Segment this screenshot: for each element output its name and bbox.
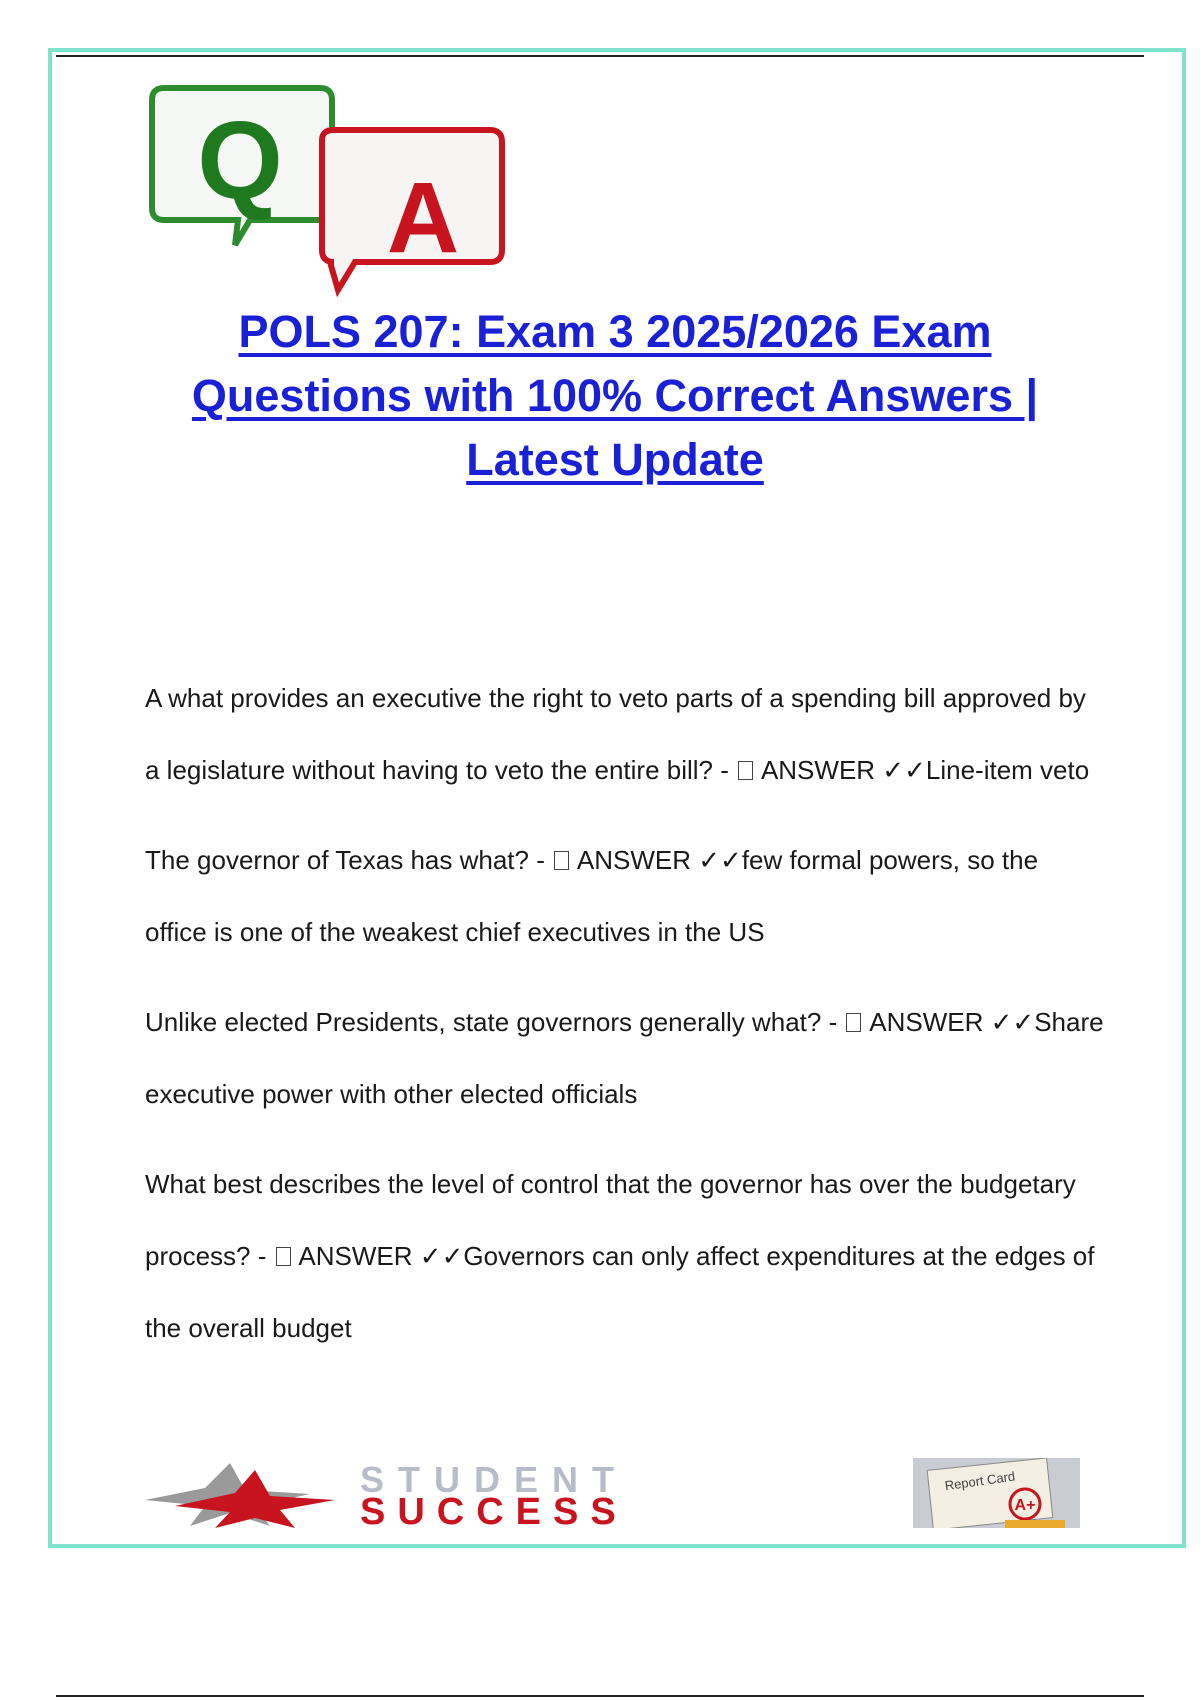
bottom-rule [56, 1695, 1144, 1697]
qa-item [145, 986, 1105, 1130]
qa-item [145, 824, 1105, 968]
banner-line-1: STUDENT [360, 1459, 628, 1500]
answer-text: Line-item veto [925, 755, 1090, 785]
check-icon: ✓✓ [698, 845, 742, 875]
check-icon: ✓✓ [419, 1241, 464, 1271]
document-title[interactable]: POLS 207: Exam 3 2025/2026 Exam Questions with 100% Correct Answers | Latest Update [191, 306, 1039, 485]
missing-glyph-icon [276, 1247, 291, 1266]
check-icon: ✓✓ [990, 1007, 1035, 1037]
missing-glyph-icon [554, 851, 569, 870]
check-icon: ✓✓ [882, 755, 926, 785]
question-text: The governor of Texas has what? - [145, 845, 545, 875]
qa-logo [140, 80, 510, 305]
qa-item [145, 1148, 1105, 1364]
question-text: A what provides an executive the right to veto parts of a spending bill approved by a legislature without having to veto the entire bill? - [145, 683, 1086, 785]
report-card-label: Report Card [943, 1468, 1016, 1494]
qa-item [145, 662, 1105, 806]
a-letter: A [386, 162, 460, 274]
student-success-banner [145, 1458, 1080, 1528]
missing-glyph-icon [738, 761, 753, 780]
answer-label: ANSWER [760, 755, 876, 785]
question-text: What best describes the level of control that the governor has over the budgetary process? - [145, 1169, 1076, 1271]
banner-line-2: SUCCESS [360, 1491, 628, 1528]
grade-badge: A+ [1014, 1497, 1036, 1514]
question-text: Unlike elected Presidents, state governors generally what? - [145, 1007, 838, 1037]
missing-glyph-icon [846, 1013, 861, 1032]
answer-text: Share executive power with other elected officials [145, 1007, 1104, 1109]
qa-list [145, 662, 1105, 1382]
top-rule [56, 55, 1144, 57]
answer-text: Governors can only affect expenditures at the edges of the overall budget [145, 1241, 1095, 1343]
answer-label: ANSWER [576, 845, 692, 875]
q-letter: Q [197, 99, 283, 222]
answer-label: ANSWER [298, 1241, 413, 1271]
answer-text: few formal powers, so the office is one of the weakest chief executives in the US [145, 845, 1039, 947]
answer-label: ANSWER [869, 1007, 984, 1037]
